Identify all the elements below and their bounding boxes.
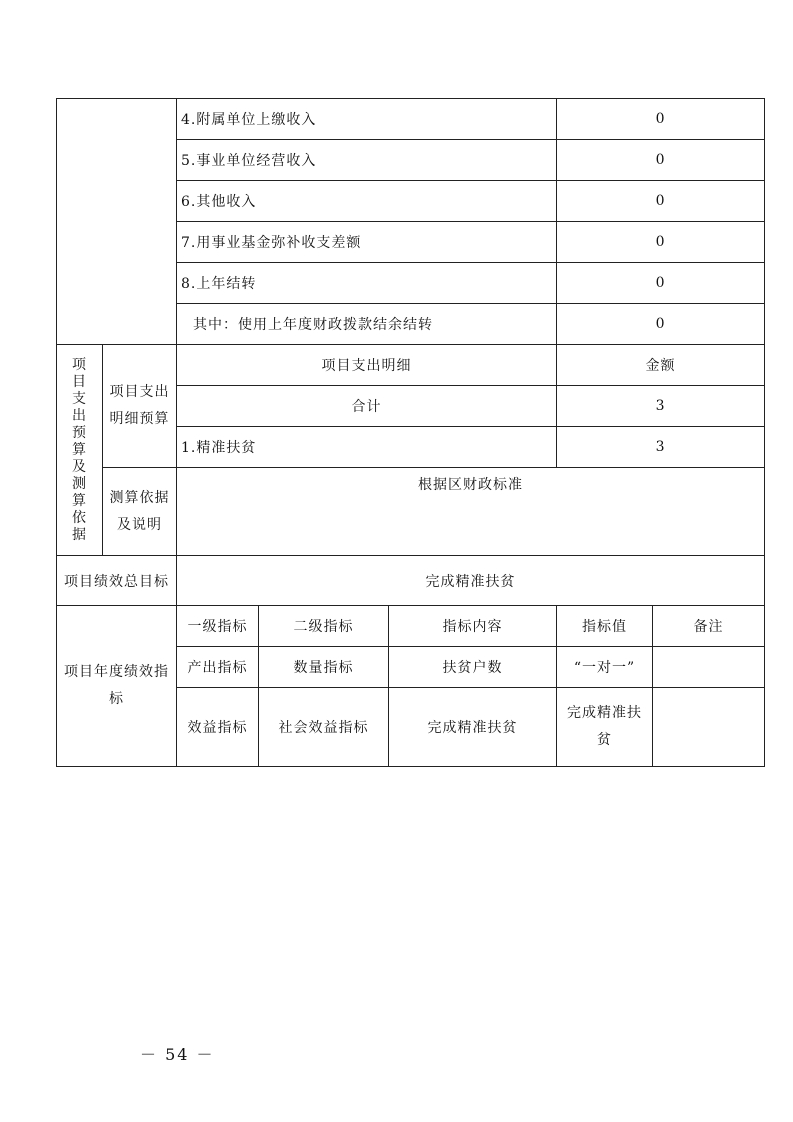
income-value: 0 [557, 222, 765, 263]
empty-label-cell [57, 99, 177, 345]
income-value: 0 [557, 181, 765, 222]
indicator-header: 指标内容 [389, 606, 557, 647]
amount-header: 金额 [557, 345, 765, 386]
indicator-level2: 数量指标 [259, 647, 389, 688]
indicator-level2: 社会效益指标 [259, 688, 389, 767]
expense-item-label: 1.精准扶贫 [177, 427, 557, 468]
indicator-header: 备注 [653, 606, 765, 647]
income-value: 0 [557, 263, 765, 304]
income-label: 8.上年结转 [177, 263, 557, 304]
indicator-value: 完成精准扶 贫 [557, 688, 653, 767]
total-value: 3 [557, 386, 765, 427]
indicator-header-row [57, 606, 765, 647]
indicator-header: 二级指标 [259, 606, 389, 647]
income-value: 0 [557, 140, 765, 181]
basis-text: 根据区财政标准 [177, 468, 765, 556]
income-label: 4.附属单位上缴收入 [177, 99, 557, 140]
expense-section-label: 项 目 支 出 预 算 及 测 算 依 据 [57, 345, 103, 556]
income-label: 7.用事业基金弥补收支差额 [177, 222, 557, 263]
income-value: 0 [557, 99, 765, 140]
income-label: 6.其他收入 [177, 181, 557, 222]
detail-budget-label: 项目支出 明细预算 [103, 345, 177, 468]
indicator-content: 扶贫户数 [389, 647, 557, 688]
detail-header: 项目支出明细 [177, 345, 557, 386]
total-label: 合计 [177, 386, 557, 427]
indicator-note [653, 647, 765, 688]
indicator-content: 完成精准扶贫 [389, 688, 557, 767]
performance-goal-label: 项目绩效总目标 [57, 556, 177, 606]
performance-goal-row [57, 556, 765, 606]
indicator-header: 一级指标 [177, 606, 259, 647]
indicator-header: 指标值 [557, 606, 653, 647]
indicator-level1: 效益指标 [177, 688, 259, 767]
expense-header-row [57, 345, 765, 386]
basis-label: 测算依据 及说明 [103, 468, 177, 556]
indicator-value: “一对一” [557, 647, 653, 688]
expense-item-value: 3 [557, 427, 765, 468]
income-row [57, 99, 765, 140]
page-number: － 54 － [140, 1045, 215, 1064]
annual-indicator-label: 项目年度绩效指 标 [57, 606, 177, 767]
basis-row [57, 468, 765, 556]
performance-goal-value: 完成精准扶贫 [177, 556, 765, 606]
income-label: 5.事业单位经营收入 [177, 140, 557, 181]
indicator-note [653, 688, 765, 767]
income-label: 其中：使用上年度财政拨款结余结转 [177, 304, 557, 345]
indicator-level1: 产出指标 [177, 647, 259, 688]
income-value: 0 [557, 304, 765, 345]
budget-table [56, 98, 765, 767]
